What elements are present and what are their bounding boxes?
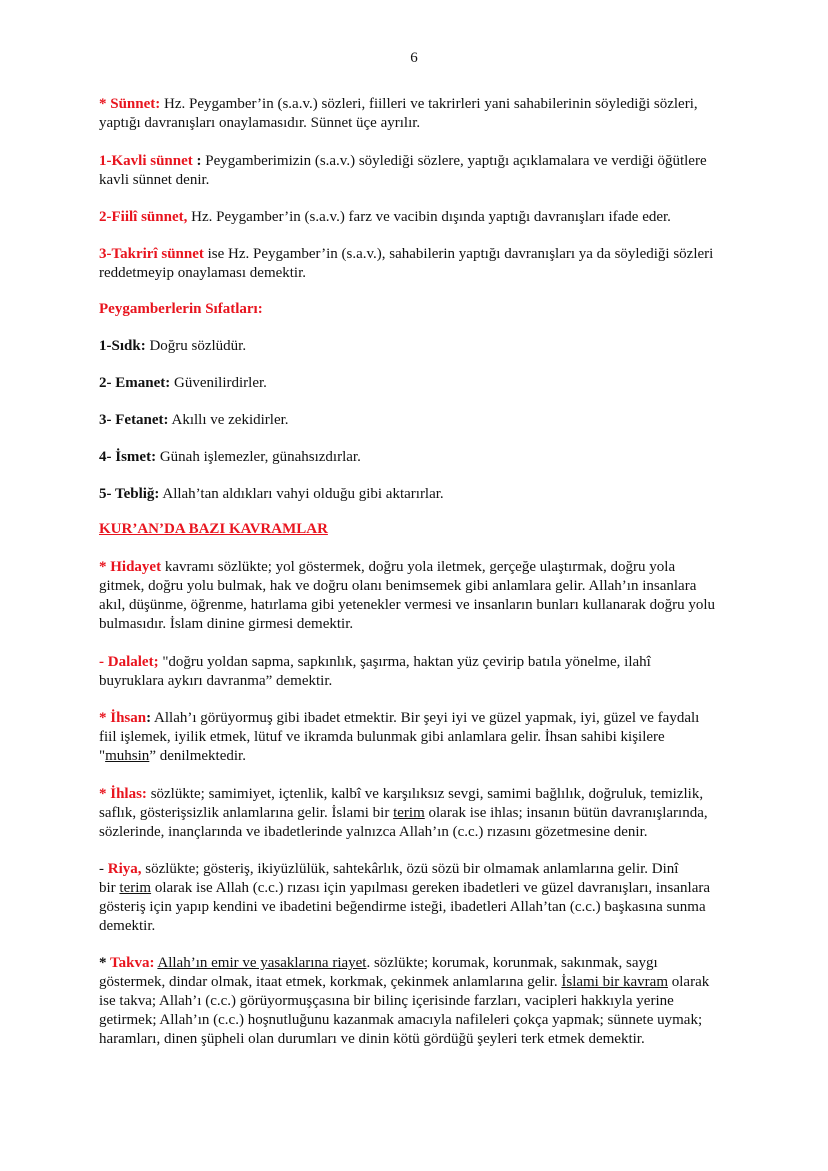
- underlined-text: Allah’ın emir ve yasaklarına riayet: [157, 955, 367, 971]
- paragraph-dalalet: [99, 653, 759, 691]
- paragraph-hidayet: [99, 558, 759, 634]
- text-segment: kavli sünnet denir.: [99, 172, 210, 188]
- text-segment: gösteriş için yapıp kendini ve ibadetini beğendirme isteği, ibadetleri Allah’tan (c.c.) başkasına sunma: [99, 899, 706, 915]
- text-segment: :: [146, 710, 152, 726]
- text-segment: Akıllı ve zekidirler.: [168, 412, 289, 428]
- text-segment: sözlükte; samimiyet, içtenlik, kalbî ve karşılıksız sevgi, samimi bağlılık, doğruluk, temizlik,: [146, 786, 704, 802]
- text-segment: ": [99, 748, 106, 764]
- text-segment: olarak: [668, 974, 710, 990]
- text-segment: "doğru yoldan sapma, sapkınlık, şaşırma, haktan yüz çevirip batıla yönelme, ilahî: [158, 654, 651, 670]
- paragraph-sifatlar-heading: [99, 300, 759, 319]
- text-segment: 3- Fetanet:: [99, 412, 169, 428]
- text-segment: 2- Emanet:: [99, 375, 171, 391]
- paragraph-fetanet: [99, 411, 759, 430]
- term-label: Takva:: [109, 955, 155, 971]
- term-label: * İhsan: [99, 710, 147, 726]
- paragraph-ihsan: [99, 709, 759, 766]
- term-label: Peygamberlerin Sıfatları:: [99, 301, 263, 317]
- paragraph-fiili: [99, 208, 759, 227]
- text-segment: -: [99, 861, 108, 877]
- text-segment: 1-Sıdk:: [99, 338, 146, 354]
- text-segment: . sözlükte; korumak, korunmak, sakınmak, saygı: [366, 955, 658, 971]
- text-segment: sözlerinde, inançlarında ve ibadetlerinde yalnızca Allah’ın (c.c.) rızasını gözetmesine denir.: [99, 824, 648, 840]
- text-segment: Günah işlemezler, günahsızdırlar.: [156, 449, 361, 465]
- text-segment: gitmek, doğru yolu bulmak, hak ve doğru olanı benimsemek gibi anlamlara gelir. Allah’ın insanlara: [99, 578, 697, 594]
- text-segment: Hz. Peygamber’in (s.a.v.) farz ve vacibin dışında yaptığı davranışları ifade eder.: [187, 209, 671, 225]
- text-segment: ” denilmektedir.: [149, 748, 246, 764]
- term-label: 3-Takrirî sünnet: [99, 246, 204, 262]
- paragraph-emanet: [99, 374, 759, 393]
- underlined-text: muhsin: [105, 748, 150, 764]
- text-segment: göstermek, dindar olmak, itaat etmek, korkmak, çekinmek anlamlarına gelir.: [99, 974, 562, 990]
- underlined-text: terim: [119, 880, 152, 896]
- paragraph-kavramlar-heading: [99, 520, 759, 539]
- text-segment: Allah’ı görüyormuş gibi ibadet etmektir. Bir şeyi iyi ve güzel yapmak, iyi, güzel ve faydalı: [151, 710, 700, 726]
- paragraph-ihlas: [99, 785, 759, 842]
- term-label: - Dalalet;: [99, 654, 159, 670]
- text-segment: getirmek; Allah’ın (c.c.) hoşnutluğunu kazanmak amacıyla nafileleri çokça yapmak; sünnete uymak;: [99, 1012, 703, 1028]
- term-label: * İhlas:: [99, 786, 147, 802]
- text-segment: 4- İsmet:: [99, 449, 157, 465]
- term-label: * Hidayet: [99, 559, 162, 575]
- underlined-text: İslami bir kavram: [561, 974, 668, 990]
- text-segment: kavramı sözlükte; yol göstermek, doğru yola iletmek, gerçeğe ulaştırmak, doğru yola: [161, 559, 676, 575]
- text-segment: ise takva; Allah’ı (c.c.) görüyormuşçasına bir bilinç içerisinde farzları, vacipleri hakkıyla yerine: [99, 993, 674, 1009]
- term-label: 2-Fiilî sünnet,: [99, 209, 188, 225]
- text-segment: akıl, düşünme, öğrenme, hatırlama gibi yetenekler vermesi ve insanların bunları kullanarak doğru yolu: [99, 597, 716, 613]
- paragraph-sidk: [99, 337, 759, 356]
- paragraph-teblig: [99, 485, 759, 504]
- page-number: 6: [410, 50, 418, 66]
- text-segment: Allah’tan aldıkları vahyi olduğu gibi aktarırlar.: [159, 486, 444, 502]
- text-segment: bir: [99, 880, 120, 896]
- text-segment: demektir.: [99, 918, 156, 934]
- text-segment: 5- Tebliğ:: [99, 486, 160, 502]
- text-segment: Güvenilirdirler.: [170, 375, 267, 391]
- text-segment: buyruklara aykırı davranma” demektir.: [99, 673, 333, 689]
- term-label: Riya,: [107, 861, 142, 877]
- text-segment: saflık, gösterişsizlik anlamlarına gelir. İslami bir: [99, 805, 394, 821]
- text-segment: sözlükte; gösteriş, ikiyüzlülük, sahtekârlık, özü sözü bir olmamak anlamlarına gelir. Dinî: [141, 861, 679, 877]
- text-segment: bulmasıdır. İslam dinine girmesi demektir.: [99, 616, 354, 632]
- text-segment: Hz. Peygamber’in (s.a.v.) sözleri, fiilleri ve takrirleri yani sahabilerinin söylediği sözleri,: [160, 96, 698, 112]
- paragraph-ismet: [99, 448, 759, 467]
- underlined-text: terim: [393, 805, 425, 821]
- paragraph-sunnet: [99, 95, 759, 133]
- paragraph-takriri: [99, 245, 759, 283]
- term-label: KUR’AN’DA BAZI KAVRAMLAR: [99, 521, 328, 537]
- text-segment: haramları, dinen şüpheli olan durumları ve dinin kötü gördüğü şeyleri terk etmek demektir.: [99, 1031, 645, 1047]
- text-segment: yaptığı davranışları onaylamasıdır. Sünnet üçe ayrılır.: [99, 115, 421, 131]
- text-segment: *: [99, 955, 110, 971]
- text-segment: fiil işlemek, iyilik etmek, lütuf ve ikramda bulunmak gibi anlamlara gelir. İhsan sahibi kişilere: [99, 729, 665, 745]
- term-label: * Sünnet:: [99, 96, 161, 112]
- paragraph-takva: [99, 954, 759, 1049]
- term-label: 1-Kavli sünnet: [99, 153, 193, 169]
- text-segment: Doğru sözlüdür.: [145, 338, 247, 354]
- paragraph-kavli: [99, 152, 759, 190]
- text-segment: reddetmeyip onaylaması demektir.: [99, 265, 307, 281]
- text-segment: olarak ise Allah (c.c.) rızası için yapılması gereken ibadetleri ve güzel davranışları, insanlara: [151, 880, 711, 896]
- text-segment: :: [192, 153, 202, 169]
- paragraph-riya: [99, 860, 759, 936]
- text-segment: ise Hz. Peygamber’in (s.a.v.), sahabilerin yaptığı davranışları ya da söylediği sözleri: [203, 246, 714, 262]
- text-segment: olarak ise ihlas; insanın bütün davranışlarında,: [424, 805, 708, 821]
- text-segment: Peygamberimizin (s.a.v.) söylediği sözlere, yaptığı açıklamalara ve verdiği öğütlere: [201, 153, 707, 169]
